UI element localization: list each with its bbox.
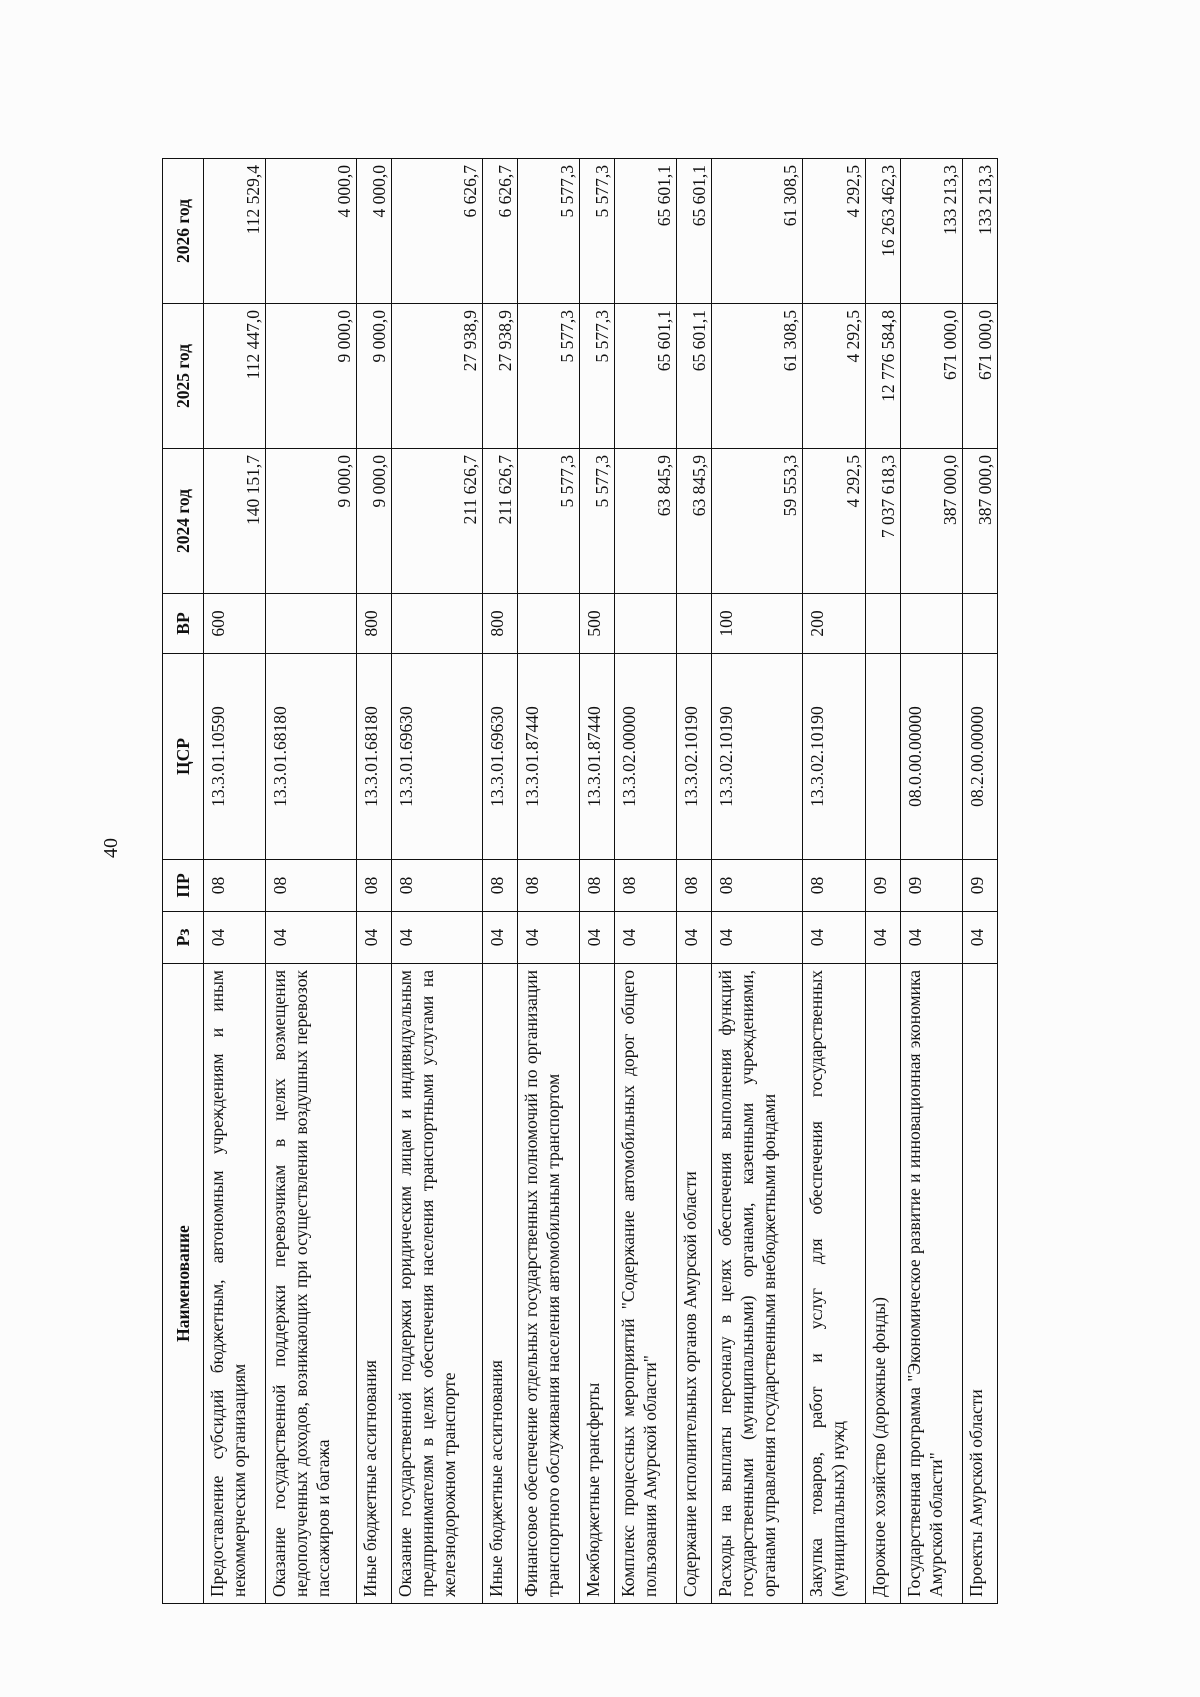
cell-2025: 112 447,0 [204,304,266,449]
cell-vr: 800 [357,594,392,654]
cell-2024: 140 151,7 [204,449,266,594]
cell-2026: 6 626,7 [482,159,517,304]
cell-vr [677,594,712,654]
cell-2026: 16 263 462,3 [865,159,900,304]
cell-2026: 6 626,7 [392,159,483,304]
cell-2025: 12 776 584,8 [865,304,900,449]
cell-name: Предоставление субсидий бюджетным, автономным учреждениям и иным некоммерческим организациям [204,964,266,1604]
header-name: Наименование [163,964,204,1604]
table-row [803,159,865,1604]
cell-pr: 08 [712,860,803,912]
header-vr: ВР [163,594,204,654]
cell-vr: 100 [712,594,803,654]
cell-name: Закупка товаров, работ и услуг для обеспечения государственных (муниципальных) нужд [803,964,865,1604]
header-2026: 2026 год [163,159,204,304]
cell-2024: 387 000,0 [900,449,962,594]
cell-name: Оказание государственной поддержки юридическим лицам и индивидуальным предпринимателям в целях обеспечения населения транспортными услугами на железнодорожном транспорте [392,964,483,1604]
cell-2026: 133 213,3 [900,159,962,304]
cell-2025: 27 938,9 [482,304,517,449]
cell-2024: 9 000,0 [357,449,392,594]
cell-vr: 800 [482,594,517,654]
cell-csr [865,654,900,860]
cell-2025: 5 577,3 [517,304,579,449]
table-row [204,159,266,1604]
cell-2026: 65 601,1 [677,159,712,304]
cell-name: Государственная программа "Экономическое развитие и инновационная экономика Амурской области" [900,964,962,1604]
cell-rz: 04 [357,912,392,964]
cell-csr: 08.2.00.00000 [962,654,997,860]
cell-2026: 112 529,4 [204,159,266,304]
cell-2024: 9 000,0 [266,449,357,594]
cell-vr [900,594,962,654]
cell-pr: 09 [865,860,900,912]
cell-rz: 04 [266,912,357,964]
cell-pr: 09 [962,860,997,912]
table-header-row [163,159,204,1604]
cell-2024: 211 626,7 [392,449,483,594]
cell-csr: 13.3.02.10190 [677,654,712,860]
cell-rz: 04 [712,912,803,964]
cell-rz: 04 [900,912,962,964]
cell-pr: 08 [615,860,677,912]
cell-vr: 600 [204,594,266,654]
cell-rz: 04 [482,912,517,964]
cell-pr: 08 [392,860,483,912]
cell-pr: 08 [482,860,517,912]
cell-rz: 04 [803,912,865,964]
cell-2026: 4 000,0 [266,159,357,304]
cell-pr: 08 [580,860,615,912]
cell-vr [517,594,579,654]
budget-table-rotated [162,160,998,1604]
cell-2026: 4 000,0 [357,159,392,304]
header-csr: ЦСР [163,654,204,860]
cell-name: Межбюджетные трансферты [580,964,615,1604]
cell-2025: 4 292,5 [803,304,865,449]
cell-vr [865,594,900,654]
table-row [900,159,962,1604]
cell-2024: 63 845,9 [677,449,712,594]
cell-rz: 04 [962,912,997,964]
cell-rz: 04 [677,912,712,964]
cell-rz: 04 [392,912,483,964]
table-row [266,159,357,1604]
cell-pr: 08 [517,860,579,912]
cell-rz: 04 [615,912,677,964]
table-row [482,159,517,1604]
cell-2025: 65 601,1 [677,304,712,449]
cell-csr: 13.3.01.10590 [204,654,266,860]
cell-2026: 65 601,1 [615,159,677,304]
cell-name: Иные бюджетные ассигнования [357,964,392,1604]
cell-name: Финансовое обеспечение отдельных государственных полномочий по организации транспортного обслуживания населения автомобильным транспортом [517,964,579,1604]
cell-name: Проекты Амурской области [962,964,997,1604]
cell-rz: 04 [865,912,900,964]
cell-csr: 13.3.02.10190 [712,654,803,860]
cell-vr [615,594,677,654]
cell-rz: 04 [580,912,615,964]
table-row [357,159,392,1604]
table-row [517,159,579,1604]
cell-2025: 61 308,5 [712,304,803,449]
cell-csr: 13.3.01.87440 [517,654,579,860]
cell-vr: 200 [803,594,865,654]
cell-pr: 08 [677,860,712,912]
cell-2026: 61 308,5 [712,159,803,304]
page-number: 40 [100,838,122,858]
cell-2026: 5 577,3 [517,159,579,304]
cell-name: Содержание исполнительных органов Амурской области [677,964,712,1604]
cell-csr: 13.3.02.00000 [615,654,677,860]
table-row [615,159,677,1604]
cell-2025: 671 000,0 [962,304,997,449]
cell-csr: 13.3.01.68180 [266,654,357,860]
header-2025: 2025 год [163,304,204,449]
cell-2026: 133 213,3 [962,159,997,304]
cell-vr [266,594,357,654]
cell-2025: 9 000,0 [357,304,392,449]
table-row [580,159,615,1604]
cell-2024: 5 577,3 [580,449,615,594]
cell-2025: 9 000,0 [266,304,357,449]
header-2024: 2024 год [163,449,204,594]
cell-2024: 59 553,3 [712,449,803,594]
cell-pr: 09 [900,860,962,912]
cell-csr: 13.3.01.68180 [357,654,392,860]
cell-csr: 13.3.02.10190 [803,654,865,860]
cell-2024: 63 845,9 [615,449,677,594]
cell-name: Расходы на выплаты персоналу в целях обеспечения выполнения функций государственными (муниципальными) органами, казенными учреждениями, органами управления государственными внебюджетными фондами [712,964,803,1604]
cell-vr [392,594,483,654]
cell-vr [962,594,997,654]
cell-pr: 08 [266,860,357,912]
table-row [712,159,803,1604]
cell-csr: 08.0.00.00000 [900,654,962,860]
table-row [392,159,483,1604]
table-row [677,159,712,1604]
cell-2025: 27 938,9 [392,304,483,449]
cell-name: Дорожное хозяйство (дорожные фонды) [865,964,900,1604]
cell-2025: 65 601,1 [615,304,677,449]
cell-2024: 211 626,7 [482,449,517,594]
cell-2024: 7 037 618,3 [865,449,900,594]
cell-csr: 13.3.01.69630 [392,654,483,860]
table-row [865,159,900,1604]
cell-pr: 08 [803,860,865,912]
cell-2024: 387 000,0 [962,449,997,594]
cell-2025: 671 000,0 [900,304,962,449]
cell-name: Иные бюджетные ассигнования [482,964,517,1604]
cell-csr: 13.3.01.87440 [580,654,615,860]
cell-csr: 13.3.01.69630 [482,654,517,860]
cell-2024: 5 577,3 [517,449,579,594]
cell-name: Оказание государственной поддержки перевозчикам в целях возмещения недополученных доходов, возникающих при осуществлении воздушных перевозок пассажиров и багажа [266,964,357,1604]
cell-2026: 4 292,5 [803,159,865,304]
header-rz: Рз [163,912,204,964]
cell-2026: 5 577,3 [580,159,615,304]
cell-rz: 04 [204,912,266,964]
cell-pr: 08 [357,860,392,912]
header-pr: ПР [163,860,204,912]
cell-vr: 500 [580,594,615,654]
budget-table [162,158,998,1604]
cell-rz: 04 [517,912,579,964]
cell-pr: 08 [204,860,266,912]
cell-2024: 4 292,5 [803,449,865,594]
cell-name: Комплекс процессных мероприятий "Содержание автомобильных дорог общего пользования Амурской области" [615,964,677,1604]
cell-2025: 5 577,3 [580,304,615,449]
table-row [962,159,997,1604]
